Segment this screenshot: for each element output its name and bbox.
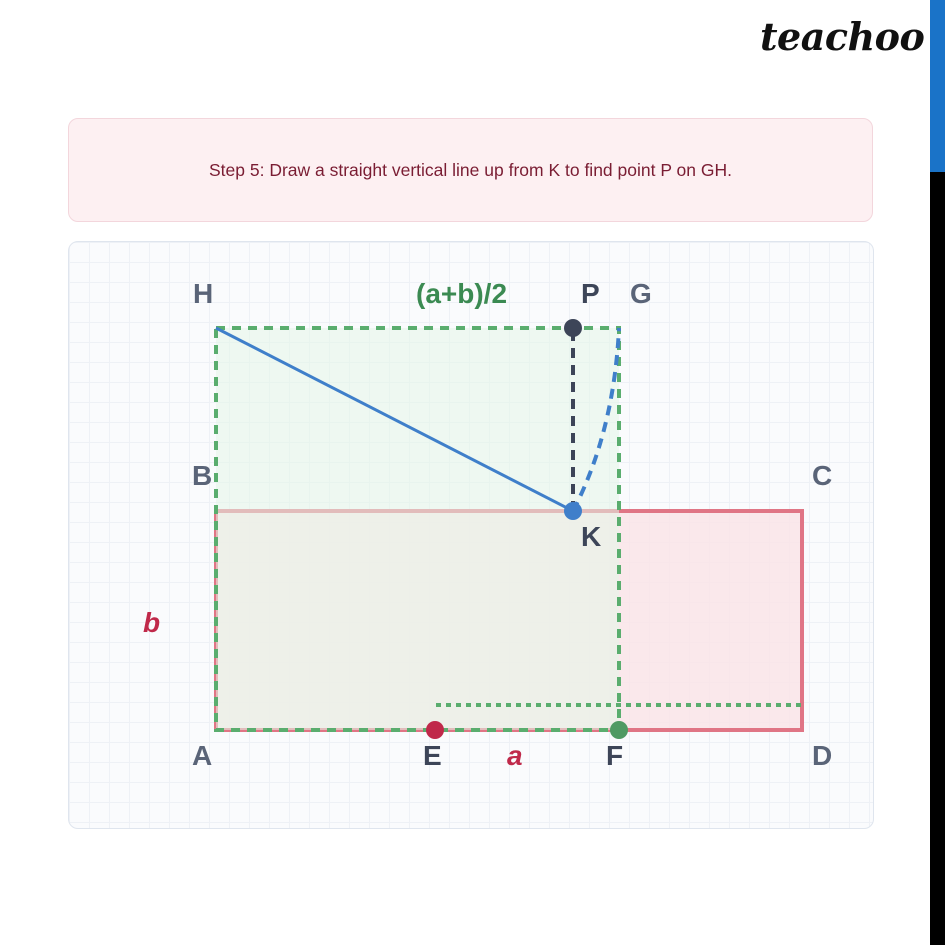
geometry-diagram bbox=[69, 242, 874, 829]
label-side-b: b bbox=[143, 607, 161, 638]
label-g: G bbox=[630, 278, 652, 309]
label-f: F bbox=[606, 740, 624, 771]
point-p-marker bbox=[564, 319, 582, 337]
label-b-point: B bbox=[192, 460, 213, 491]
label-p: P bbox=[581, 278, 600, 309]
label-e: E bbox=[423, 740, 442, 771]
scrollbar[interactable] bbox=[930, 0, 945, 945]
label-d: D bbox=[812, 740, 833, 771]
scrollbar-thumb[interactable] bbox=[930, 0, 945, 172]
instruction-text: Step 5: Draw a straight vertical line up from K to find point P on GH. bbox=[209, 159, 732, 180]
label-k: K bbox=[581, 521, 602, 552]
label-c: C bbox=[812, 460, 833, 491]
label-half-sum: (a+b)/2 bbox=[416, 278, 508, 309]
point-e-marker bbox=[426, 721, 444, 739]
label-a: A bbox=[192, 740, 213, 771]
square-afgh bbox=[216, 328, 619, 730]
diagram-panel bbox=[68, 241, 874, 829]
instruction-box bbox=[68, 118, 873, 222]
point-k-marker bbox=[564, 502, 582, 520]
label-side-a: a bbox=[507, 740, 523, 771]
point-f-marker bbox=[610, 721, 628, 739]
teachoo-logo: teachoo bbox=[760, 14, 925, 59]
label-h: H bbox=[193, 278, 214, 309]
